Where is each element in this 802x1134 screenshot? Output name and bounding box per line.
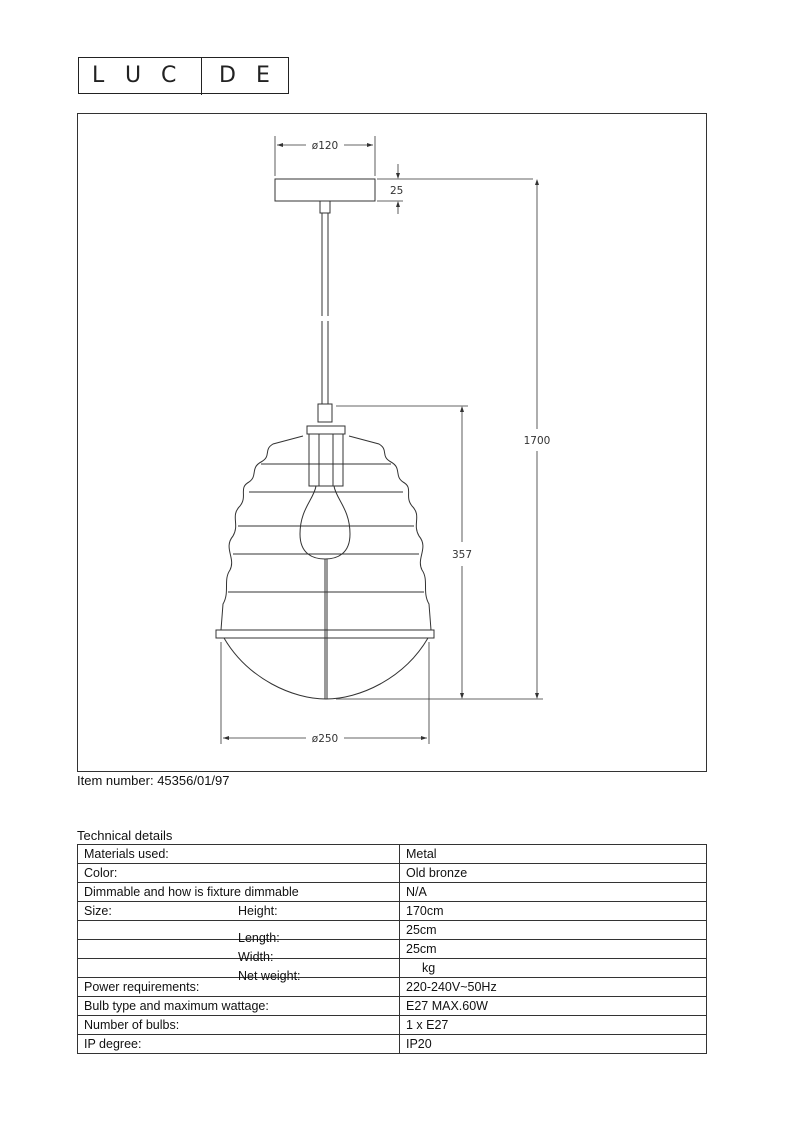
logo-letter-c: C: [161, 63, 177, 88]
row-value: 170cm: [400, 902, 707, 921]
logo-letter-e: E: [256, 63, 270, 88]
technical-details-table: [77, 844, 707, 1054]
table-row: [78, 902, 707, 921]
table-row: [78, 1035, 707, 1054]
row-value: E27 MAX.60W: [400, 997, 707, 1016]
dim-canopy-height-text: 25: [390, 185, 404, 197]
table-row: [78, 845, 707, 864]
row-value: 220-240V~50Hz: [400, 978, 707, 997]
canopy: [275, 179, 375, 201]
technical-details-title: Technical details: [77, 828, 173, 843]
row-label: Length:: [78, 921, 400, 940]
table-row: [78, 978, 707, 997]
table-row: [78, 997, 707, 1016]
table-row: [78, 921, 707, 940]
logo-divider: [201, 57, 202, 95]
dim-canopy-text: ø120: [311, 140, 339, 152]
table-row: [78, 864, 707, 883]
table-row: [78, 883, 707, 902]
dim-shade-diameter-text: ø250: [311, 733, 339, 745]
row-value: 25cm: [400, 921, 707, 940]
row-value: kg: [400, 959, 707, 978]
logo-letter-l: L: [92, 63, 105, 88]
row-label: Dimmable and how is fixture dimmable: [78, 883, 400, 902]
table-row: [78, 1016, 707, 1035]
row-value: IP20: [400, 1035, 707, 1054]
logo-letter-u: U: [125, 63, 142, 88]
row-value: 25cm: [400, 940, 707, 959]
row-label: Power requirements:: [78, 978, 400, 997]
row-value: Metal: [400, 845, 707, 864]
table-row: [78, 959, 707, 978]
row-label: Width:: [78, 940, 400, 959]
row-label: Size: Height:: [78, 902, 400, 921]
table-row: [78, 940, 707, 959]
item-number: Item number: 45356/01/97: [77, 773, 230, 788]
row-label: Number of bulbs:: [78, 1016, 400, 1035]
dim-total-height-text: 1700: [523, 435, 551, 447]
row-label: IP degree:: [78, 1035, 400, 1054]
brand-logo: [78, 57, 289, 94]
row-value: 1 x E27: [400, 1016, 707, 1035]
row-label: Net weight:: [78, 959, 400, 978]
logo-letter-d: D: [219, 63, 236, 88]
row-value: Old bronze: [400, 864, 707, 883]
row-label: Bulb type and maximum wattage:: [78, 997, 400, 1016]
row-label: Materials used:: [78, 845, 400, 864]
technical-drawing: [77, 113, 707, 772]
dim-shade-height-text: 357: [451, 549, 473, 561]
pendant-lamp-drawing: [78, 114, 708, 773]
row-value: N/A: [400, 883, 707, 902]
row-label: Color:: [78, 864, 400, 883]
